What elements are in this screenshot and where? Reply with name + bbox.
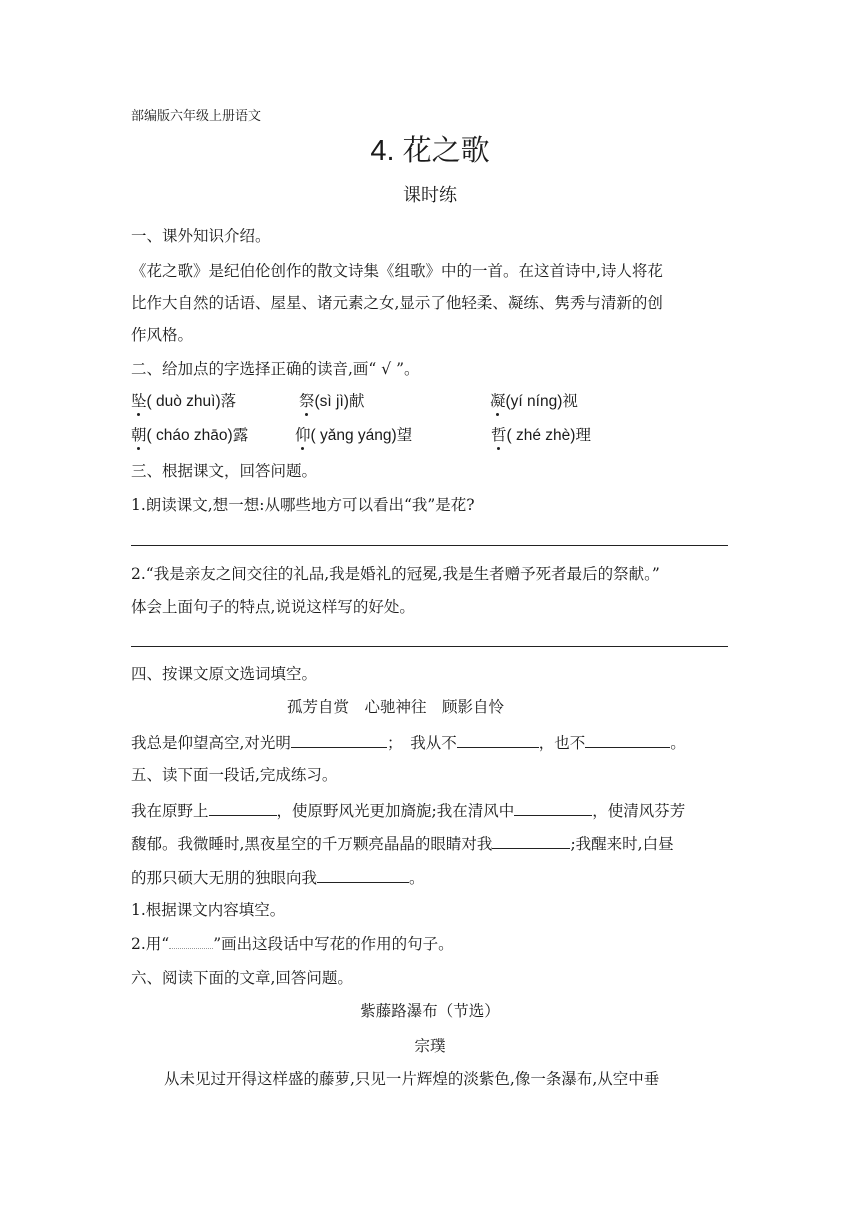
pinyin-options: ( zhé zhè) [506, 427, 576, 444]
blank-field[interactable] [457, 731, 539, 748]
blank-field[interactable] [209, 799, 277, 816]
passage-text: ;我醒来时,白昼 [570, 835, 674, 853]
pinyin-item [299, 391, 364, 412]
sentence-text: 。 [670, 734, 686, 752]
section-4-heading: 四、按课文原文选词填空。 [131, 665, 318, 683]
dotted-char: 凝 [490, 392, 506, 410]
section-2-heading: 二、给加点的字选择正确的读音,画“ √ ”。 [131, 360, 420, 378]
answer-line[interactable] [131, 646, 728, 647]
passage-text: 我在原野上 [131, 802, 209, 820]
pinyin-item [491, 425, 591, 446]
section-5-heading: 五、读下面一段话,完成练习。 [131, 766, 338, 784]
pinyin-item [131, 391, 236, 412]
article-author: 宗璞 [414, 1037, 446, 1055]
pinyin-item [131, 425, 248, 446]
word-rest: 献 [348, 392, 365, 410]
section-1-text-line: 比作大自然的话语、屋星、诸元素之女,显示了他轻柔、凝练、隽秀与清新的创 [131, 294, 663, 312]
word-rest: 落 [220, 392, 237, 410]
exercise-text: 2.用“ [131, 935, 170, 953]
dotted-char: 坠 [131, 392, 147, 410]
wavy-underline-mark [169, 934, 213, 949]
section-1-text-line: 作风格。 [131, 326, 194, 344]
blank-field[interactable] [492, 832, 570, 849]
passage-line [131, 799, 685, 821]
page-title: 4. 花之歌 [370, 135, 490, 167]
word-bank: 孤芳自赏 心驰神往 顾影自怜 [287, 698, 505, 716]
pinyin-options: ( duò zhuì) [146, 393, 221, 410]
blank-field[interactable] [585, 731, 670, 748]
page-header: 部编版六年级上册语文 [131, 109, 262, 124]
pinyin-item [490, 391, 578, 412]
article-paragraph: 从未见过开得这样盛的藤萝,只见一片辉煌的淡紫色,像一条瀑布,从空中垂 [164, 1070, 660, 1088]
passage-text: ，使原野风光更加旖旎;我在清风中 [276, 802, 515, 820]
blank-field[interactable] [291, 731, 387, 748]
fill-in-sentence [131, 731, 686, 753]
section-1-text-line: 《花之歌》是纪伯伦创作的散文诗集《组歌》中的一首。在这首诗中,诗人将花 [131, 262, 663, 280]
pinyin-options: ( yǎng yáng) [310, 427, 397, 444]
question-1: 1.朗读课文,想一想:从哪些地方可以看出“我”是花? [131, 496, 475, 514]
pinyin-options: (sì jì) [314, 393, 349, 410]
blank-field[interactable] [317, 866, 409, 883]
passage-text: 的那只硕大无朋的独眼向我 [131, 869, 318, 887]
section-6-heading: 六、阅读下面的文章,回答问题。 [131, 969, 353, 987]
dotted-char: 仰 [295, 426, 311, 444]
question-2-prompt: 体会上面句子的特点,说说这样写的好处。 [131, 598, 415, 616]
word-rest: 视 [562, 392, 578, 410]
exercise-2 [131, 934, 454, 954]
dotted-char: 祭 [299, 392, 315, 410]
passage-line [131, 866, 425, 888]
dotted-char: 哲 [491, 426, 507, 444]
exercise-1: 1.根据课文内容填空。 [131, 901, 286, 919]
pinyin-item [295, 425, 412, 446]
word-rest: 露 [232, 426, 249, 444]
page-subtitle: 课时练 [403, 185, 457, 206]
sentence-text: ，也不 [538, 734, 586, 752]
section-1-heading: 一、课外知识介绍。 [131, 227, 271, 245]
passage-line [131, 832, 674, 854]
word-rest: 望 [396, 426, 413, 444]
blank-field[interactable] [514, 799, 592, 816]
section-3-heading: 三、根据课文，回答问题。 [131, 462, 318, 480]
sentence-text: 我总是仰望高空,对光明 [131, 734, 291, 752]
pinyin-options: ( cháo zhāo) [146, 427, 233, 444]
word-rest: 理 [575, 426, 591, 444]
passage-text: 馥郁。我微睡时,黑夜星空的千万颗亮晶晶的眼睛对我 [131, 835, 493, 853]
question-2: 2.“我是亲友之间交往的礼品,我是婚礼的冠冕,我是生者赠予死者最后的祭献。” [131, 565, 660, 583]
pinyin-options: (yí níng) [505, 393, 563, 410]
exercise-text: ”画出这段话中写花的作用的句子。 [213, 935, 454, 953]
sentence-text: ； 我从不 [386, 734, 457, 752]
answer-line[interactable] [131, 545, 728, 546]
article-title: 紫藤路瀑布（节选） [360, 1002, 500, 1020]
passage-text: 。 [409, 869, 425, 887]
dotted-char: 朝 [131, 426, 147, 444]
passage-text: ，使清风芬芳 [592, 802, 686, 820]
